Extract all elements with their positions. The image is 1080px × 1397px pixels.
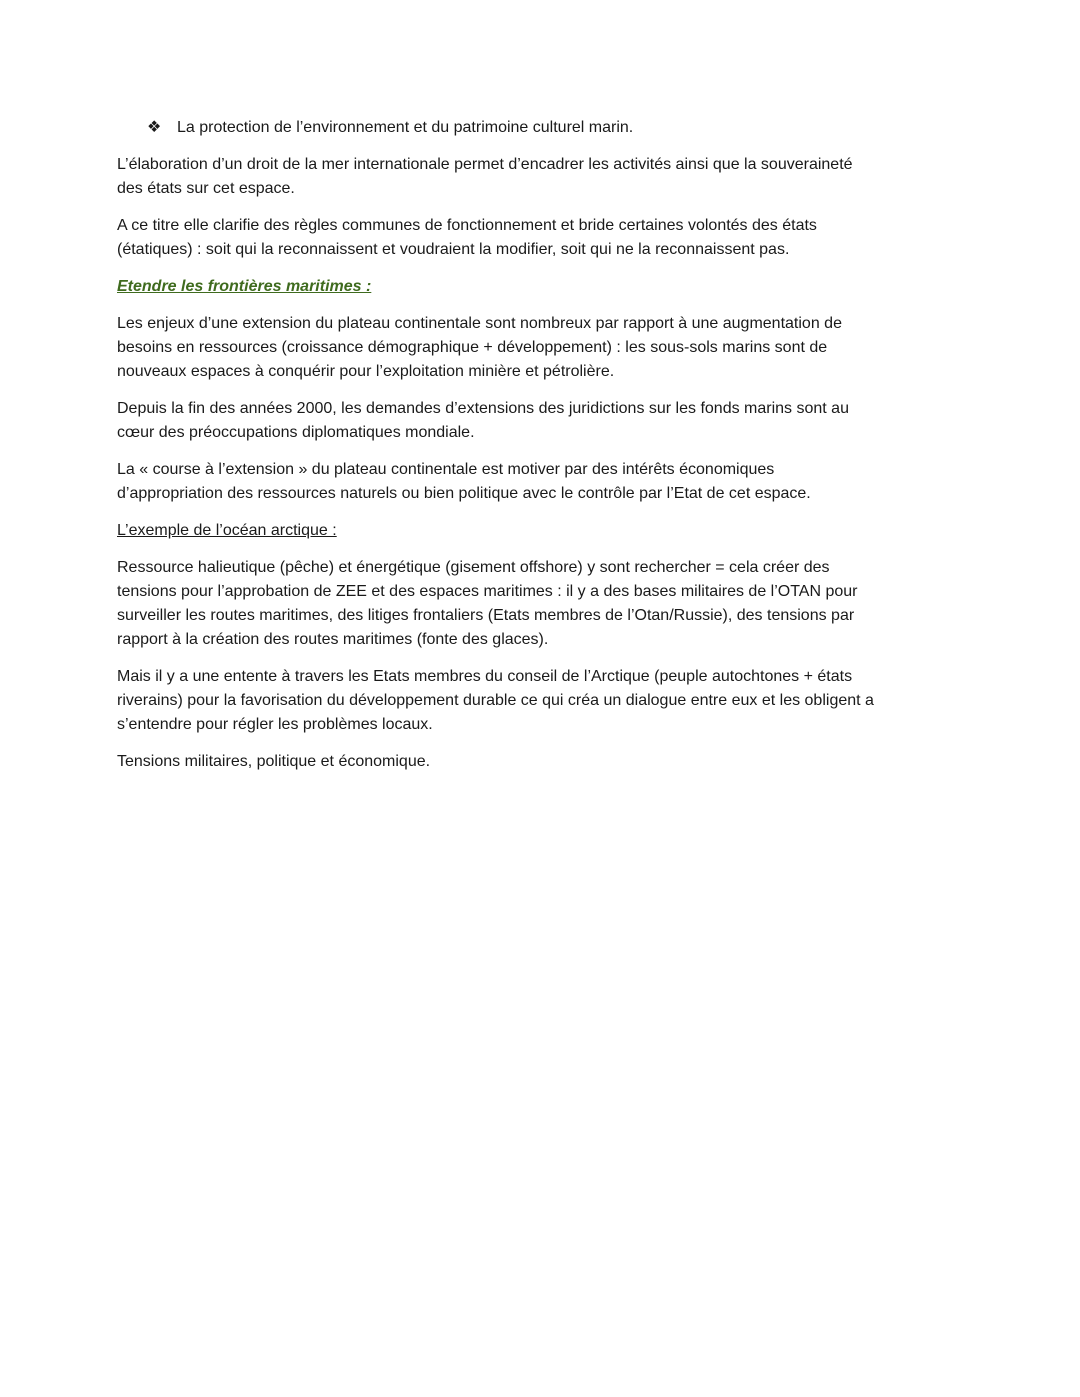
paragraph-demandes-extensions: Depuis la fin des années 2000, les demandes d’extensions des juridictions sur les fonds marins sont au cœur des préoccupations diplomatiques mondiale. <box>117 400 849 441</box>
paragraph-ressources-arctique: Ressource halieutique (pêche) et énergétique (gisement offshore) y sont rechercher = cela créer des tensions pour l’approbation de ZEE et des espaces maritimes : il y a des bases militaires de l’OTAN pour surveiller les routes maritimes, des litiges frontaliers (Etats membres de l’Otan/Russie), des tensions par rapport à la création des routes maritimes (fonte des glaces). <box>117 559 858 648</box>
paragraph-course-extension: La « course à l’extension » du plateau continentale est motiver par des intérêts économiques d’appropriation des ressources naturels ou bien politique avec le contrôle par l’Etat de cet espace. <box>117 461 811 502</box>
section-heading-arctique: L’exemple de l’océan arctique : <box>117 522 337 539</box>
paragraph-enjeux-extension: Les enjeux d’une extension du plateau continentale sont nombreux par rapport à une augmentation de besoins en ressources (croissance démographique + développement) : les sous-sols marins sont de nouveaux espaces à conquérir pour l’exploitation minière et pétrolière. <box>117 315 842 380</box>
bullet-text: La protection de l’environnement et du patrimoine culturel marin. <box>177 119 634 136</box>
document-page <box>117 116 877 787</box>
section-heading-frontieres: Etendre les frontières maritimes : <box>117 278 372 295</box>
paragraph-regles-communes: A ce titre elle clarifie des règles communes de fonctionnement et bride certaines volontés des états (étatiques) : soit qui la reconnaissent et voudraient la modifier, soit qui ne la reconnaissent pas. <box>117 217 817 258</box>
paragraph-tensions: Tensions militaires, politique et économique. <box>117 753 431 770</box>
paragraph-droit-mer: L’élaboration d’un droit de la mer internationale permet d’encadrer les activités ainsi que la souveraineté des états sur cet espace. <box>117 156 853 197</box>
paragraph-conseil-arctique: Mais il y a une entente à travers les Etats membres du conseil de l’Arctique (peuple autochtones + états riverains) pour la favorisation du développement durable ce qui créa un dialogue entre eux et les obligent a s’entendre pour régler les problèmes locaux. <box>117 668 874 733</box>
diamond-bullet-icon: ❖ <box>147 119 162 136</box>
bullet-item <box>147 116 877 140</box>
